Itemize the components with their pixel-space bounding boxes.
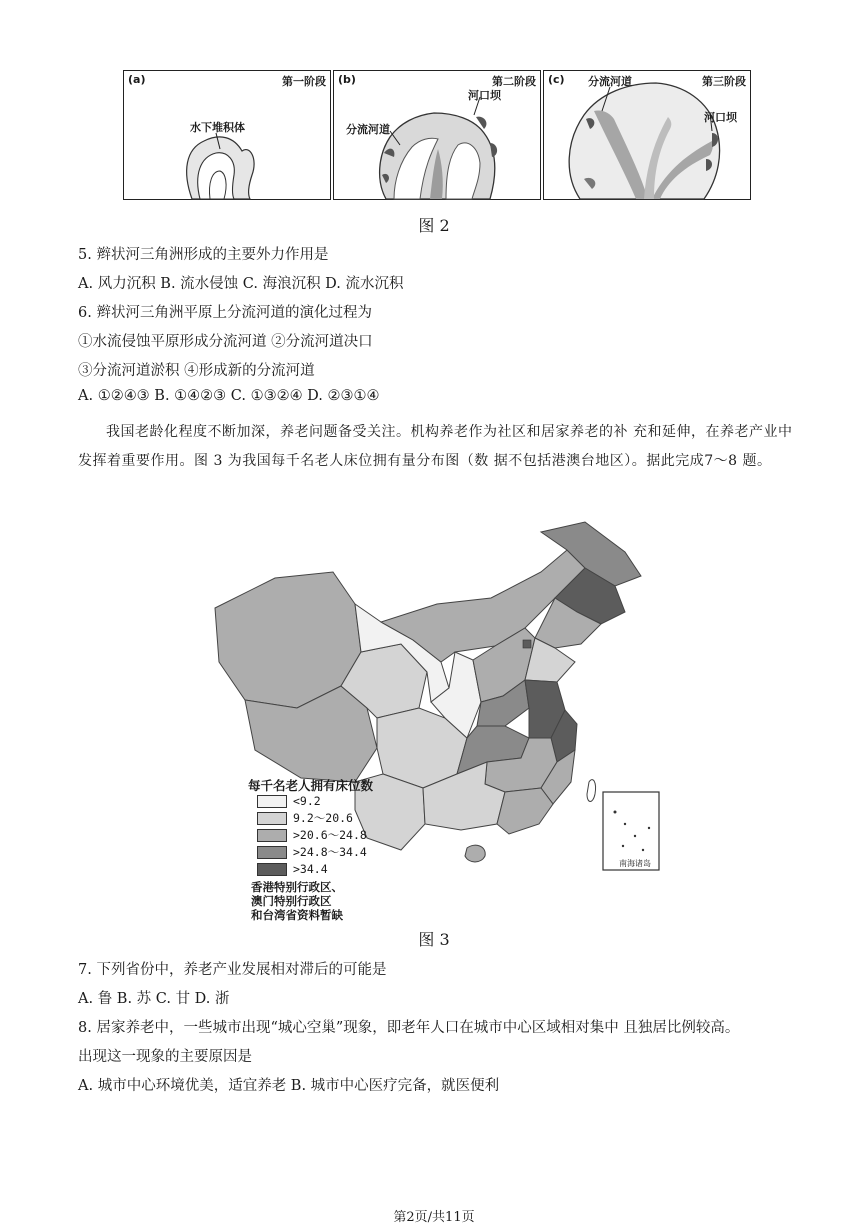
legend-label: >24.8～34.4 — [293, 845, 367, 859]
question-6-items-1: ①水流侵蚀平原形成分流河道 ②分流河道决口 — [78, 334, 373, 350]
panel-tag: (c) — [548, 73, 565, 86]
legend-label: >34.4 — [293, 862, 328, 876]
legend-swatch — [257, 829, 287, 842]
panel-tag: (b) — [338, 73, 356, 86]
missing-data-note-line: 澳门特别行政区 — [251, 894, 332, 908]
panel-tag: (a) — [128, 73, 146, 86]
legend-swatch — [257, 863, 287, 876]
distributary-channel-label: 分流河道 — [346, 123, 390, 136]
legend-swatch — [257, 812, 287, 825]
mouth-bar-label: 河口坝 — [468, 89, 501, 102]
question-7-options: A. 鲁 B. 苏 C. 甘 D. 浙 — [78, 991, 230, 1007]
map-drawing — [205, 512, 665, 922]
figure3-caption: 图 3 — [418, 930, 450, 949]
legend-swatch — [257, 795, 287, 808]
question-6-options: A. ①②④③ B. ①④②③ C. ①③②④ D. ②③①④ — [78, 388, 380, 404]
legend-item — [257, 794, 321, 808]
figure2-panel-b — [333, 70, 541, 200]
mouth-bar-label: 河口坝 — [704, 111, 737, 124]
south-china-sea-inset-label: 南海诸岛 — [619, 859, 651, 868]
legend-title: 每千名老人拥有床位数 — [248, 778, 374, 793]
delta-stage1-drawing — [124, 71, 332, 201]
figure2-panel-c — [543, 70, 751, 200]
question-6-stem: 6. 辫状河三角洲平原上分流河道的演化过程为 — [78, 305, 372, 321]
legend-item — [257, 828, 367, 842]
legend-item — [257, 862, 328, 876]
panel-stage: 第三阶段 — [702, 75, 746, 88]
question-8-stem-line1: 8. 居家养老中，一些城市出现“城心空巢”现象，即老年人口在城市中心区域相对集中 且独居比例较高。 — [78, 1020, 740, 1036]
panel-stage: 第一阶段 — [282, 75, 326, 88]
underwater-deposit-label: 水下堆积体 — [190, 121, 245, 134]
figure2-panel-a — [123, 70, 331, 200]
question-8-options: A. 城市中心环境优美，适宜养老 B. 城市中心医疗完备，就医便利 — [78, 1078, 500, 1094]
figure2-caption: 图 2 — [418, 216, 450, 235]
china-bed-distribution-map — [205, 512, 665, 922]
legend-item — [257, 811, 353, 825]
question-8-stem-line2: 出现这一现象的主要原因是 — [78, 1049, 252, 1065]
legend-label: >20.6～24.8 — [293, 828, 367, 842]
panel-stage: 第二阶段 — [492, 75, 536, 88]
material-intro-paragraph: 我国老龄化程度不断加深，养老问题备受关注。机构养老作为社区和居家养老的补 充和延伸，在养老产业中发挥着重要作用。图 3 为我国每千名老人床位拥有量分布图（数 据不包括港澳台地区）。据此完成7～8 题。 — [78, 424, 793, 469]
page-number-footer: 第2页/共11页 — [393, 1210, 475, 1225]
delta-stage3-drawing — [544, 71, 752, 201]
missing-data-note-line: 和台湾省资料暂缺 — [251, 908, 343, 922]
legend-swatch — [257, 846, 287, 859]
missing-data-note-line: 香港特别行政区、 — [251, 880, 343, 894]
question-7-stem: 7. 下列省份中，养老产业发展相对滞后的可能是 — [78, 962, 387, 978]
question-5-stem: 5. 辫状河三角洲形成的主要外力作用是 — [78, 247, 329, 263]
question-6-items-2: ③分流河道淤积 ④形成新的分流河道 — [78, 363, 315, 379]
legend-item — [257, 845, 367, 859]
question-5-options: A. 风力沉积 B. 流水侵蚀 C. 海浪沉积 D. 流水沉积 — [78, 276, 404, 292]
legend-label: <9.2 — [293, 794, 321, 808]
distributary-channel-label: 分流河道 — [588, 75, 632, 88]
legend-label: 9.2～20.6 — [293, 811, 353, 825]
